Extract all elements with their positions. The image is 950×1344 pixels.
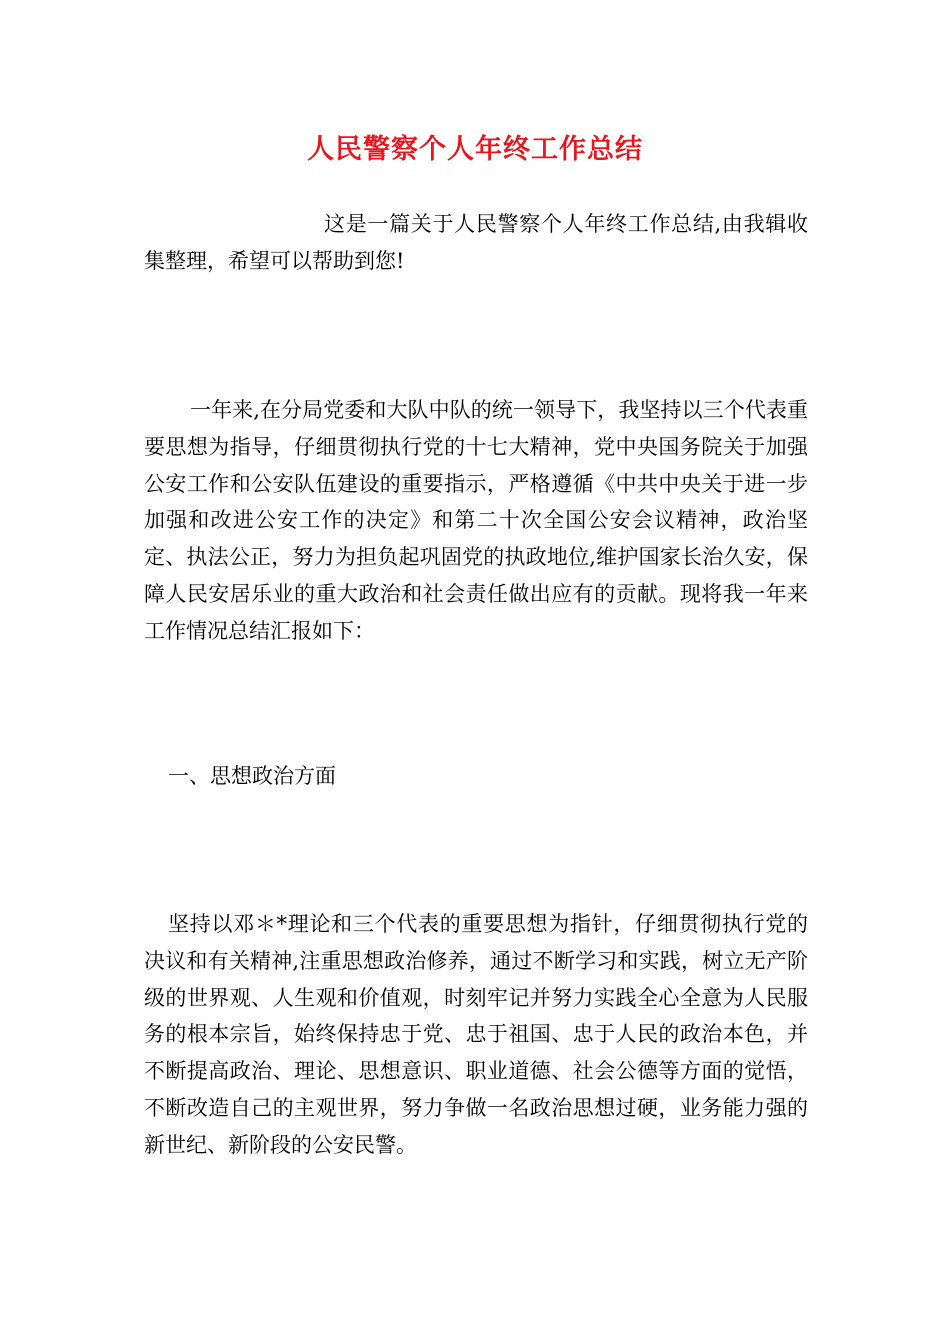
section-heading-1: 一、思想政治方面 bbox=[168, 764, 336, 788]
intro-paragraph: 这是一篇关于人民警察个人年终工作总结,由我辑收集整理，希望可以帮助到您! bbox=[144, 212, 808, 273]
body-paragraph-1: 一年来,在分局党委和大队中队的统一领导下，我坚持以三个代表重要思想为指导，仔细贯彻执行党的十七大精神，党中央国务院关于加强公安工作和公安队伍建设的重要指示，严格遵循《中共中央关于进一步加强和改进公安工作的决定》和第二十次全国公安会议精神，政治坚定、执法公正，努力为担负起巩固党的执政地位,维护国家长治久安，保障人民安居乐业的重大政治和社会责任做出应有的贡献。现将我一年来工作情况总结汇报如下： bbox=[144, 398, 808, 643]
document-title: 人民警察个人年终工作总结 bbox=[307, 134, 643, 165]
body-paragraph-2: 坚持以邓＊*理论和三个代表的重要思想为指针，仔细贯彻执行党的决议和有关精神,注重思想政治修养，通过不断学习和实践，树立无产阶级的世界观、人生观和价值观，时刻牢记并努力实践全心全意为人民服务的根本宗旨，始终保持忠于党、忠于祖国、忠于人民的政治本色，并不断提高政治、理论、思想意识、职业道德、社会公德等方面的觉悟，不断改造自己的主观世界，努力争做一名政治思想过硬，业务能力强的新世纪、新阶段的公安民警。 bbox=[144, 912, 808, 1157]
